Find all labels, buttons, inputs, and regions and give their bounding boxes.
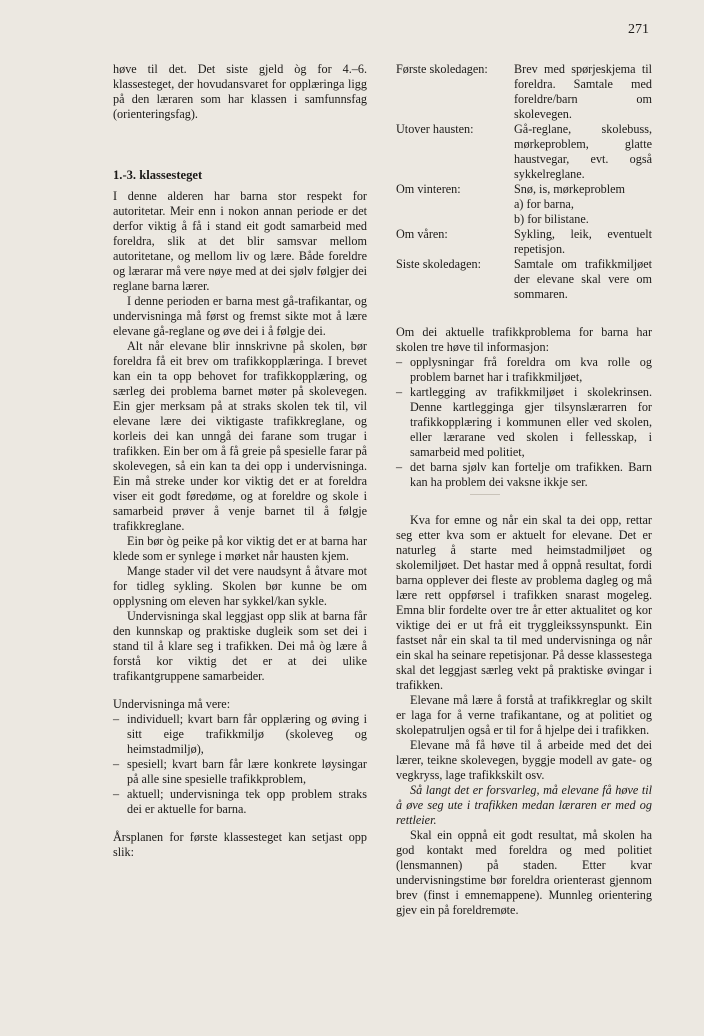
list-item: – opplysningar frå foreldra om kva rolle og problem barnet har i trafikkmiljøet,	[396, 355, 652, 385]
schedule-when: Om vinteren:	[396, 182, 461, 196]
year-plan-schedule	[396, 62, 652, 302]
closing-paragraph: Årsplanen for første klassesteget kan setjast opp slik:	[113, 830, 367, 859]
body-paragraph: Mange stader vil det vere naudsynt å åtvare mot for tidleg sykling. Skolen bør kunne be om opplysning om eleven har sykkel/kan sykle.	[113, 564, 367, 608]
body-paragraph: Undervisninga skal leggjast opp slik at barna får den kunnskap og praktiske dugleik som set dei i stand til å klare seg i trafikken. Dei må òg lære å forstå kor viktig det er at dei ulike trafikantgruppene samarbeider.	[113, 609, 367, 683]
schedule-what: Sykling, leik, eventuelt repetisjon.	[514, 227, 652, 256]
schedule-when: Om våren:	[396, 227, 448, 241]
schedule-when: Utover hausten:	[396, 122, 474, 136]
body-paragraph: Alt når elevane blir innskrivne på skolen, bør foreldra få eit brev om trafikkopplæringa. I brevet kan ein ta opp behovet for trafikkopplæring, og særleg dei problema barnet møter på skolevegen. Ein gjer merksam på at straks skolen tek til, vil elevane lære dei viktigaste trafikkreglane, og korleis dei kan unngå dei farane som trugar i trafikken. Ein ber om å få greie på spesielle farar på skolevegen, så ein kan ta dei opp i undervisninga. Ein må streke under kor viktig det er at foreldra viser eit godt føredøme, og at foreldre og skole i samarbeid prøver å venje barnet til å følgje trafikkreglane.	[113, 339, 367, 533]
info-intro: Om dei aktuelle trafikkproblema for barna har skolen tre høve til informasjon:	[396, 325, 652, 354]
schedule-sub-item: a) for barna,	[514, 197, 574, 211]
body-paragraph: Ein bør òg peike på kor viktig det er at barna har klede som er synlege i mørket når hausten kjem.	[113, 534, 367, 563]
body-paragraph: Skal ein oppnå eit godt resultat, må skolen ha god kontakt med foreldra og med politiet (lensmannen) på staden. Etter kvar undervisningstime bør foreldra orienterast gjennom brev (finst i emnemappene). Munnleg orientering gjev ein på foreldremøte.	[396, 828, 652, 917]
section-heading: 1.-3. klassesteget	[113, 168, 203, 182]
schedule-what: Samtale om trafikkmiljøet der elevane skal vere om sommaren.	[514, 257, 652, 301]
right-column	[396, 62, 652, 918]
intro-paragraph: høve til det. Det siste gjeld òg for 4.–6. klassesteget, der hovudansvaret for opplæringa ligg på den læraren som har klassen i samfunnsfag (orienteringsfag).	[113, 62, 367, 121]
schedule-what: Brev med spørjeskjema til foreldra. Samtale med foreldre/barn om skolevegen.	[514, 62, 652, 121]
list-item: – kartlegging av trafikkmiljøet i skolekrinsen. Denne kartlegginga gjer tilsynslærarren for trafikkopplæring i kommunen eller ved skolen, eller lærarane ved skolen i fellesskap, i samarbeid med politiet,	[396, 385, 652, 460]
list-item: – aktuell; undervisninga tek opp problem straks dei er aktuelle for barna.	[113, 787, 367, 817]
list-item: – det barna sjølv kan fortelje om trafikken. Barn kan ha problem dei vaksne ikkje ser.	[396, 460, 652, 490]
list-item: – individuell; kvart barn får opplæring og øving i sitt eige trafikkmiljø (skoleveg og heimstadmiljø),	[113, 712, 367, 757]
schedule-when: Siste skoledagen:	[396, 257, 481, 271]
info-sources-list	[396, 355, 652, 490]
italic-paragraph: Så langt det er forsvarleg, må elevane få høve til å øve seg ute i trafikken medan læraren er med og rettleier.	[396, 783, 652, 827]
column-separator-mark	[470, 494, 500, 495]
body-paragraph: Elevane må få høve til å arbeide med det dei lærer, teikne skolevegen, byggje modell av gate- og vegkryss, lage trafikkskilt osv.	[396, 738, 652, 782]
body-paragraph: Kva for emne og når ein skal ta dei opp, rettar seg etter kva som er aktuelt for elevane. Det er naturleg å starte med heimstadmiljøet og skolemiljøet. Det hastar med å oppnå resultat, fordi barna opplever dei fleste av problema dagleg og må lære rett oppførsel i trafikken snarast mogeleg. Emna blir fordelte over tre år etter aktualitet og kor viktige dei er ut frå eit tryggleikssynspunkt. Ein fastset når ein skal ta til med undervisninga og når ein skal ha seinare repetisjonar. På desse klassestega skal det leggjast særleg vekt på praktiske øvingar i trafikken.	[396, 513, 652, 692]
schedule-what: Snø, is, mørkeproblem	[514, 182, 626, 196]
schedule-what-block	[514, 182, 652, 227]
list-intro: Undervisninga må vere:	[113, 697, 231, 711]
body-paragraph: I denne perioden er barna mest gå-trafikantar, og undervisninga må først og fremst sikte mot å lære elevane gå-reglane og øve dei i å følgje dei.	[113, 294, 367, 338]
page-number: 271	[628, 22, 649, 37]
schedule-sub-item: b) for bilistane.	[514, 212, 589, 226]
body-paragraph: I denne alderen har barna stor respekt for autoritetar. Meir enn i nokon annan periode er det derfor viktig å få i stand eit godt samarbeid med foreldra, slik at det blir samsvar mellom autoritetane, og mellom liv og lære. Både foreldre og lærarar må vere nøye med at dei sjølv følgjer dei reglane barna lærer.	[113, 189, 367, 293]
requirements-list	[113, 712, 367, 817]
left-column	[113, 62, 367, 860]
schedule-what: Gå-reglane, skolebuss, mørkeproblem, glatte haustvegar, evt. også sykkelreglane.	[514, 122, 652, 181]
body-paragraph: Elevane må lære å forstå at trafikkreglar og skilt er laga for å verne trafikantane, og at politiet og skolepatruljen også er til for å hjelpe dei i trafikken.	[396, 693, 652, 737]
schedule-when: Første skoledagen:	[396, 62, 488, 76]
list-item: – spesiell; kvart barn får lære konkrete løysingar på alle sine spesielle trafikkproblem,	[113, 757, 367, 787]
